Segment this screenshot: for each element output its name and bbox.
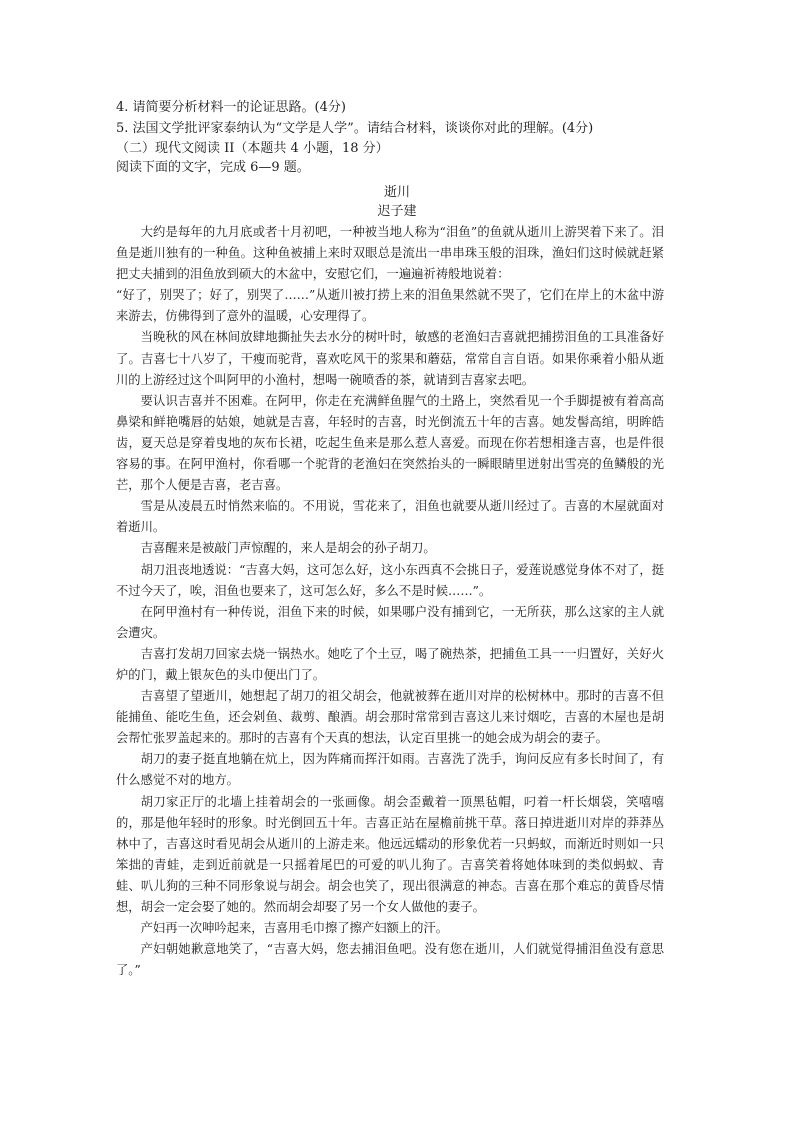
question-4: 4. 请简要分析材料一的论证思路。(4分) <box>116 100 346 115</box>
paragraph: 大约是每年的九月底或者十月初吧，一种被当地人称为“泪鱼”的鱼就从逝川上游哭着下来了。泪鱼是逝川独有的一种鱼。这种鱼被捕上来时双眼总是流出一串串珠玉般的泪珠，渔妇们这时候就赶紧把丈夫捕到的泪鱼放到硕大的木盆中，安慰它们，一遍遍祈祷般地说着： <box>116 225 664 282</box>
question-5: 5. 法国文学批评家泰纳认为“文学是人学”。请结合材料，谈谈你对此的理解。(4分) <box>116 121 594 136</box>
paragraph: 产妇朝她歉意地笑了，“吉喜大妈，您去捕泪鱼吧。没有您在逝川，人们就觉得捕泪鱼没有意思了。” <box>116 942 664 978</box>
paragraph: 吉喜打发胡刀回家去烧一锅热水。她吃了个土豆，喝了碗热茶，把捕鱼工具一一归置好，关好火炉的门，戴上银灰色的头巾便出门了。 <box>116 646 664 682</box>
story-author: 迟子建 <box>377 204 417 219</box>
story-body <box>116 222 664 981</box>
paragraph: 当晚秋的风在林间放肆地撕扯失去水分的树叶时，敏感的老渔妇吉喜就把捕捞泪鱼的工具准备好了。吉喜七十八岁了，干瘦而驼背，喜欢吃风干的浆果和蘑菇，常常自言自语。如果你乘着小船从逝川的上游经过这个叫阿甲的小渔村，想喝一碗喷香的茶，就请到吉喜家去吧。 <box>116 330 664 387</box>
paragraph: “好了，别哭了；好了，别哭了……”从逝川被打捞上来的泪鱼果然就不哭了，它们在岸上的木盆中游来游去，仿佛得到了意外的温暖，心安理得了。 <box>116 288 664 324</box>
paragraph: 胡刀沮丧地透说：“吉喜大妈，这可怎么好，这小东西真不会挑日子，爱莲说感觉身体不对了，挺不过今天了，唉，泪鱼也要来了，这可怎么好，多么不是时候……”。 <box>116 562 664 598</box>
paragraph: 吉喜醒来是被敲门声惊醒的，来人是胡会的孙子胡刀。 <box>140 541 436 556</box>
paragraph: 产妇再一次呻吟起来，吉喜用毛巾擦了擦产妇额上的汗。 <box>140 921 449 936</box>
paragraph: 吉喜望了望逝川，她想起了胡刀的祖父胡会，他就被葬在逝川对岸的松树林中。那时的吉喜不但能捕鱼、能吃生鱼，还会剁鱼、裁剪、酿酒。胡会那时常常到吉喜这儿来讨烟吃，吉喜的木屋也是胡会帮忙张罗盖起来的。那时的吉喜有个天真的想法，认定百里挑一的她会成为胡会的妻子。 <box>116 689 664 746</box>
paragraph: 在阿甲渔村有一种传说，泪鱼下来的时候，如果哪户没有捕到它，一无所获，那么这家的主人就会遭灾。 <box>116 604 664 640</box>
section-heading: （二）现代文阅读 II（本题共 4 小题，18 分） <box>116 141 389 156</box>
paragraph: 胡刀家正厅的北墙上挂着胡会的一张画像。胡会歪戴着一顶黑毡帽，叼着一杆长烟袋，笑嘻嘻的，那是他年轻时的形象。时光倒回五十年。吉喜正站在屋檐前挑干草。落日掉进逝川对岸的莽莽丛林中了，吉喜这时看见胡会从逝川的上游走来。他远远蠕动的形象优若一只蚂蚁，而渐近时则如一只笨拙的青蛙，走到近前就是一只摇着尾巴的可爱的叭儿狗了。吉喜笑着将她体味到的类似蚂蚁、青蛙、叭儿狗的三种不同形象说与胡会。胡会也笑了，现出很满意的神态。吉喜在那个难忘的黄昏尽情想，胡会一定会娶了她的。然而胡会却娶了另一个女人做他的妻子。 <box>116 794 664 914</box>
paragraph: 胡刀的妻子挺直地躺在炕上，因为阵痛而挥汗如雨。吉喜洗了洗手，询问反应有多长时间了，有什么感觉不对的地方。 <box>116 752 664 788</box>
paragraph: 雪是从凌晨五时悄然来临的。不用说，雪花来了，泪鱼也就要从逝川经过了。吉喜的木屋就面对着逝川。 <box>116 499 664 535</box>
paragraph: 要认识吉喜并不困难。在阿甲，你走在充满鲜鱼腥气的土路上，突然看见一个手脚提被有着高高鼻梁和鲜艳嘴唇的姑娘，她就是吉喜，年轻时的吉喜，时光倒流五十年的吉喜。她发髻高绾，明眸皓齿，夏天总是穿着曳地的灰布长裙，吃起生鱼来是那么惹人喜爱。而现在你若想相逢吉喜，也是件很容易的事。在阿甲渔村，你看哪一个驼背的老渔妇在突然抬头的一瞬眼睛里迸射出雪亮的鱼鳞般的光芒，那个人便是吉喜，老吉喜。 <box>116 393 664 493</box>
story-title: 逝川 <box>383 185 410 200</box>
reading-instruction: 阅读下面的文字，完成 6—9 题。 <box>116 160 310 175</box>
